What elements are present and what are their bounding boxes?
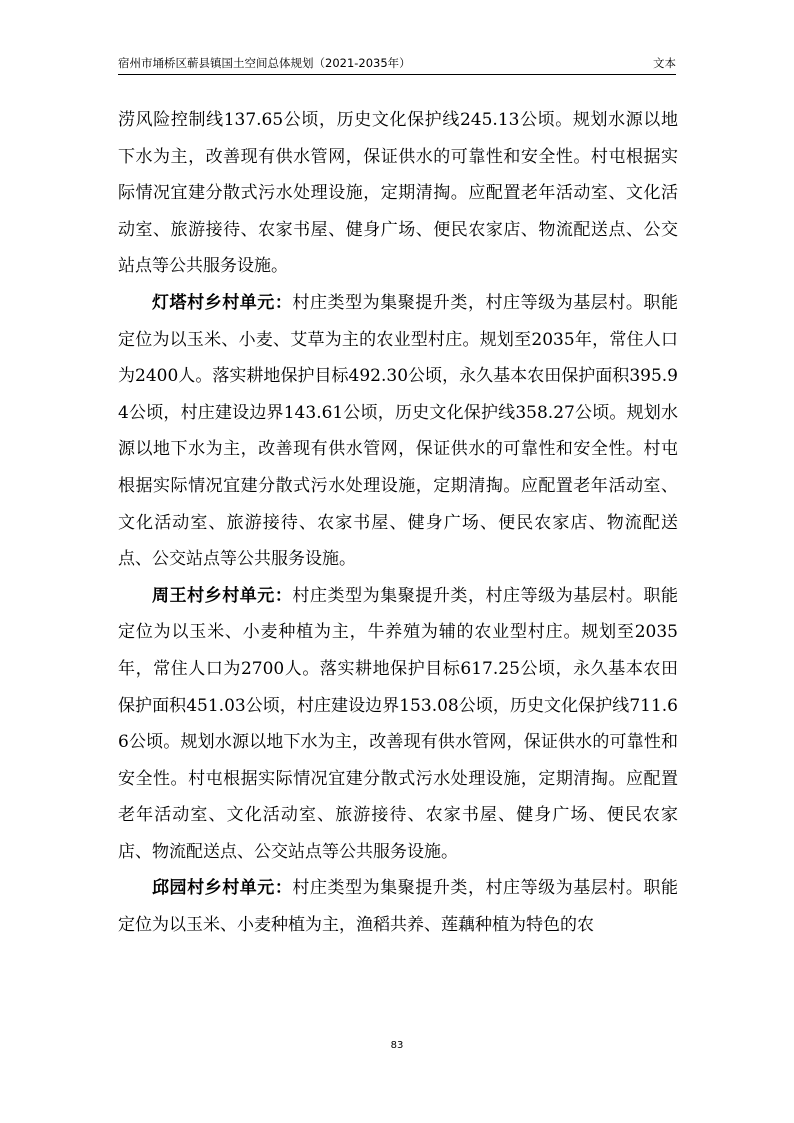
paragraph-text: 村庄类型为集聚提升类，村庄等级为基层村。职能定位为以玉米、小麦、艾草为主的农业型村庄。规划至2035年，常住人口为2400人。落实耕地保护目标492.30公顷，永久基本农田保护面积395.94公顷，村庄建设边界143.61公顷，历史文化保护线358.27公顷。规划水源以地下水为主，改善现有供水管网，保证供水的可靠性和安全性。村屯根据实际情况宜建分散式污水处理设施，定期清掏。应配置老年活动室、文化活动室、旅游接待、农家书屋、健身广场、便民农家店、物流配送点、公交站点等公共服务设施。: [118, 292, 679, 570]
document-title: 宿州市埇桥区蕲县镇国土空间总体规划（2021-2035年）: [118, 56, 411, 70]
paragraph-dengta-village: [118, 285, 678, 578]
paragraph-text: 涝风险控制线137.65公顷，历史文化保护线245.13公顷。规划水源以地下水为主，改善现有供水管网，保证供水的可靠性和安全性。村屯根据实际情况宜建分散式污水处理设施，定期清掏。应配置老年活动室、文化活动室、旅游接待、农家书屋、健身广场、便民农家店、物流配送点、公交站点等公共服务设施。: [118, 110, 678, 277]
paragraph-continuation: [118, 102, 678, 285]
paragraph-heading: 灯塔村乡村单元：: [152, 292, 293, 313]
paragraph-text: 村庄类型为集聚提升类，村庄等级为基层村。职能定位为以玉米、小麦种植为主，渔稻共养、莲藕种植为特色的农: [118, 878, 679, 936]
body-text: [118, 102, 678, 944]
paragraph-qiuyuan-village: [118, 870, 678, 943]
paragraph-zhouwang-village: [118, 578, 678, 871]
page-number: 83: [390, 1040, 404, 1051]
paragraph-text: 村庄类型为集聚提升类，村庄等级为基层村。职能定位为以玉米、小麦种植为主，牛养殖为辅的农业型村庄。规划至2035年，常住人口为2700人。落实耕地保护目标617.25公顷，永久基本农田保护面积451.03公顷，村庄建设边界153.08公顷，历史文化保护线711.66公顷。规划水源以地下水为主，改善现有供水管网，保证供水的可靠性和安全性。村屯根据实际情况宜建分散式污水处理设施，定期清掏。应配置老年活动室、文化活动室、旅游接待、农家书屋、健身广场、便民农家店、物流配送点、公交站点等公共服务设施。: [118, 585, 679, 862]
page-header: [118, 54, 676, 75]
paragraph-heading: 邱园村乡村单元：: [152, 878, 293, 899]
section-label: 文本: [653, 56, 676, 70]
paragraph-heading: 周王村乡村单元：: [152, 585, 293, 606]
